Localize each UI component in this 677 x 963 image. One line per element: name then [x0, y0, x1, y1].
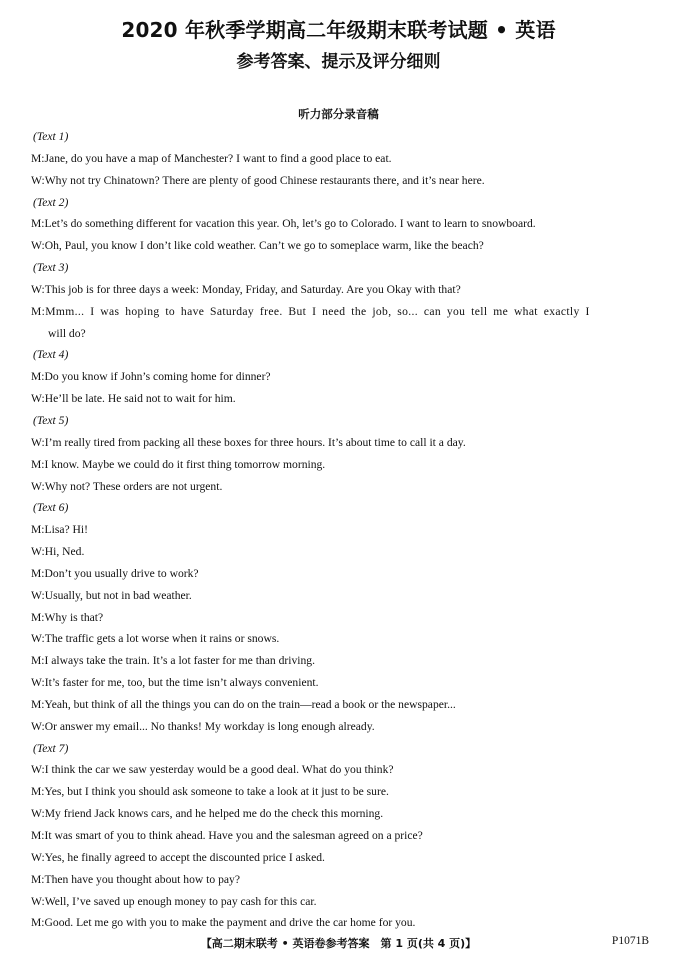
transcript-line: W:Why not try Chinatown? There are plenty of good Chinese restaurants there, and it’s near here. [31, 173, 485, 187]
transcript-line: M:I know. Maybe we could do it first thing tomorrow morning. [31, 457, 326, 471]
transcript-line: M:Then have you thought about how to pay? [31, 872, 240, 886]
transcript-line: W:Oh, Paul, you know I don’t like cold weather. Can’t we go to someplace warm, like the beach? [31, 239, 484, 253]
transcript-text-label: (Text 6) [33, 501, 69, 515]
transcript-line: M:Lisa? Hi! [31, 523, 88, 537]
transcript-line: W:I’m really tired from packing all these boxes for three hours. It’s about time to call it a day. [31, 435, 466, 449]
transcript-text-label: (Text 5) [33, 413, 69, 427]
transcript-line: M:Let’s do something different for vacation this year. Oh, let’s go to Colorado. I want to learn to snowboard. [31, 217, 536, 231]
listening-transcript-heading: 听力部分录音稿 [298, 107, 379, 121]
transcript-line: M:Yeah, but think of all the things you can do on the train—read a book or the newspaper... [31, 697, 456, 711]
transcript-line: W:My friend Jack knows cars, and he helped me do the check this morning. [31, 807, 384, 821]
transcript-line: W:Yes, he finally agreed to accept the discounted price I asked. [31, 850, 325, 864]
transcript-text-label: (Text 3) [33, 261, 69, 275]
transcript-line: M:Good. Let me go with you to make the payment and drive the car home for you. [31, 916, 416, 930]
transcript-line: M:I always take the train. It’s a lot faster for me than driving. [31, 654, 315, 668]
transcript-line: W:Or answer my email... No thanks! My workday is long enough already. [31, 719, 375, 733]
transcript-line: W:Hi, Ned. [31, 545, 85, 559]
transcript-line: W:I think the car we saw yesterday would be a good deal. What do you think? [31, 763, 394, 777]
transcript-text-label: (Text 1) [33, 130, 69, 143]
transcript-line: M:It was smart of you to think ahead. Have you and the salesman agreed on a price? [31, 829, 423, 842]
transcript-line: W:Well, I’ve saved up enough money to pay cash for this car. [31, 894, 317, 908]
transcript-text-label: (Text 2) [33, 195, 69, 209]
transcript-line: W:The traffic gets a lot worse when it rains or snows. [31, 632, 280, 646]
transcript-text-label: (Text 7) [33, 741, 69, 755]
transcript-line: W:This job is for three days a week: Monday, Friday, and Saturday. Are you Okay with that? [31, 282, 461, 296]
document-subtitle: 参考答案、提示及评分细则 [236, 52, 441, 72]
transcript-text-label: (Text 4) [33, 348, 69, 362]
exam-title: 2020 年秋季学期高二年级期末联考试题 • 英语 [121, 18, 556, 42]
transcript-line: M:Why is that? [31, 610, 104, 624]
transcript-line: M:Yes, but I think you should ask someone to take a look at it just to be sure. [31, 785, 389, 799]
transcript-line: M:Mmm... I was hoping to have Saturday free. But I need the job, so... can you tell me what exactly I [31, 304, 590, 318]
transcript-line: W:It’s faster for me, too, but the time isn’t always convenient. [31, 676, 319, 690]
transcript-line: M:Jane, do you have a map of Manchester? I want to find a good place to eat. [31, 151, 392, 165]
footer-document-code: P1071B [611, 935, 649, 947]
footer-page-info: 【高二期末联考 • 英语卷参考答案 第 1 页(共 4 页)】 [200, 937, 477, 950]
transcript-line: W:Why not? These orders are not urgent. [31, 479, 223, 493]
transcript-line: M:Don’t you usually drive to work? [31, 566, 199, 580]
transcript-line: W:He’ll be late. He said not to wait for him. [31, 392, 236, 406]
listening-transcript [31, 126, 653, 934]
transcript-line: M:Do you know if John’s coming home for dinner? [31, 370, 271, 384]
transcript-line: W:Usually, but not in bad weather. [31, 588, 192, 602]
transcript-line-continuation: will do? [48, 326, 86, 340]
